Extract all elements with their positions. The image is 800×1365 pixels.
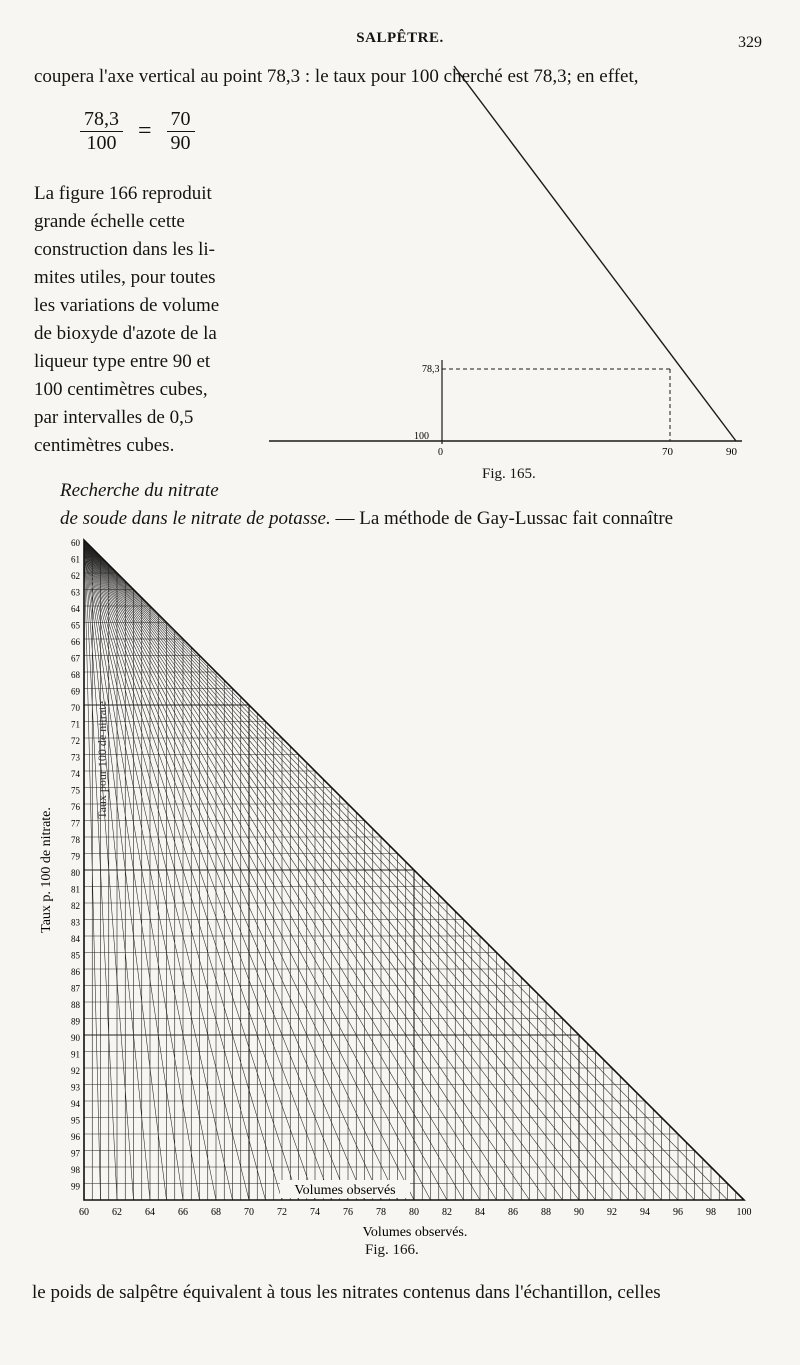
equation [80, 108, 195, 155]
y-tick-label: 88 [71, 1000, 80, 1010]
x-tick-label: 80 [409, 1207, 419, 1218]
paragraph-line: liqueur type entre 90 et [34, 351, 211, 372]
text-line-2-italic: de soude dans le nitrate de potasse. [60, 508, 331, 529]
fig166-caption: Fig. 166. [365, 1242, 419, 1258]
y-tick-labels [71, 538, 81, 1192]
inner-x-label: Volumes observés [294, 1183, 396, 1198]
y-tick-label: 97 [71, 1148, 80, 1159]
y-tick-label: 87 [71, 983, 80, 994]
y-tick-label: 96 [71, 1132, 80, 1142]
y-tick-label: 64 [71, 604, 80, 614]
y-tick-label: 81 [71, 884, 80, 895]
fig165-diagonal-line [454, 66, 736, 441]
fraction-left-numerator: 78,3 [80, 108, 123, 132]
x-tick-label: 88 [541, 1207, 551, 1218]
y-tick-label: 74 [71, 769, 80, 779]
y-tick-label: 62 [71, 571, 80, 581]
y-tick-label: 63 [71, 587, 80, 598]
y-tick-label: 80 [71, 868, 80, 878]
x-tick-labels [79, 1207, 752, 1218]
y-tick-label: 89 [71, 1016, 80, 1027]
y-tick-label: 75 [71, 785, 80, 796]
fig165-label-90: 90 [726, 446, 737, 458]
x-tick-label: 62 [112, 1207, 122, 1218]
x-tick-label: 72 [277, 1207, 287, 1218]
fig165-label-0: 0 [438, 447, 443, 458]
paragraph-line: de bioxyde d'azote de la [34, 323, 217, 344]
x-tick-label: 82 [442, 1207, 452, 1218]
x-tick-label: 64 [145, 1207, 155, 1218]
y-tick-label: 60 [71, 538, 80, 548]
x-tick-label: 70 [244, 1207, 254, 1218]
fraction-right [167, 108, 195, 155]
y-tick-label: 85 [71, 950, 80, 961]
y-tick-label: 92 [71, 1066, 80, 1076]
x-tick-label: 60 [79, 1207, 89, 1218]
page-number: 329 [738, 34, 762, 51]
y-tick-label: 91 [71, 1049, 80, 1060]
y-tick-label: 71 [71, 719, 80, 730]
paragraph-line: 100 centimètres cubes, [34, 379, 208, 400]
x-tick-label: 98 [706, 1207, 716, 1218]
x-tick-label: 74 [310, 1207, 320, 1218]
paragraph-line: construction dans les li- [34, 239, 215, 260]
text-line-1: coupera l'axe vertical au point 78,3 : le taux pour 100 cherché est 78,3; en effet, [34, 66, 639, 87]
y-tick-label: 67 [71, 653, 80, 664]
paragraph-line: par intervalles de 0,5 [34, 407, 194, 428]
section-heading: Recherche du nitrate [60, 480, 219, 501]
y-tick-label: 70 [71, 703, 80, 713]
fig165-label-70: 70 [662, 446, 673, 458]
x-axis-label: Volumes observés. [362, 1225, 468, 1240]
y-tick-label: 94 [71, 1099, 80, 1109]
y-tick-label: 65 [71, 620, 80, 631]
y-tick-label: 95 [71, 1115, 80, 1126]
y-tick-label: 90 [71, 1033, 80, 1043]
x-tick-label: 66 [178, 1207, 188, 1218]
y-tick-label: 78 [71, 835, 80, 845]
fraction-right-denominator: 90 [170, 132, 191, 154]
paragraph-line: les variations de volume [34, 295, 220, 316]
y-tick-label: 66 [71, 637, 80, 647]
x-tick-label: 96 [673, 1207, 683, 1218]
fig165-label-100: 100 [414, 431, 429, 442]
y-tick-label: 93 [71, 1082, 80, 1093]
inner-y-label: Taux pour 100 de nitrate [95, 701, 109, 819]
paragraph-line: centimètres cubes. [34, 435, 175, 456]
x-tick-label: 94 [640, 1207, 650, 1218]
y-tick-label: 83 [71, 917, 80, 928]
side-paragraph [34, 180, 274, 460]
x-tick-label: 100 [736, 1207, 752, 1218]
figure-165 [264, 60, 764, 460]
text-line-2 [60, 508, 673, 530]
y-tick-label: 99 [71, 1181, 80, 1192]
fraction-right-numerator: 70 [167, 108, 195, 132]
y-tick-label: 77 [71, 818, 80, 829]
x-tick-label: 84 [475, 1207, 485, 1218]
y-axis-label: Taux p. 100 de nitrate. [39, 807, 54, 933]
text-line-2-rest: — La méthode de Gay-Lussac fait connaître [330, 508, 674, 529]
y-tick-label: 84 [71, 934, 80, 944]
equals-sign: = [138, 118, 152, 144]
y-tick-label: 79 [71, 851, 80, 862]
x-tick-label: 76 [343, 1207, 353, 1218]
x-tick-label: 90 [574, 1207, 584, 1218]
y-tick-label: 69 [71, 686, 80, 697]
paragraph-line: mites utiles, pour toutes [34, 267, 216, 288]
y-tick-label: 98 [71, 1165, 80, 1175]
fraction-left-denominator: 100 [86, 132, 117, 154]
fig165-label-78-3: 78,3 [422, 364, 440, 375]
paragraph-line: grande échelle cette [34, 211, 185, 232]
y-tick-label: 73 [71, 752, 80, 763]
x-tick-label: 78 [376, 1207, 386, 1218]
running-header: SALPÊTRE. [356, 30, 444, 46]
y-tick-label: 68 [71, 670, 80, 680]
paragraph-line: La figure 166 reproduit [34, 183, 212, 204]
text-line-last: le poids de salpêtre équivalent à tous les nitrates contenus dans l'échantillon, celles [32, 1282, 661, 1303]
y-tick-label: 86 [71, 967, 80, 977]
y-tick-label: 76 [71, 802, 80, 812]
y-tick-label: 72 [71, 736, 80, 746]
y-tick-label: 82 [71, 901, 80, 911]
x-tick-label: 86 [508, 1207, 518, 1218]
fraction-left [80, 108, 123, 155]
x-tick-label: 68 [211, 1207, 221, 1218]
fig165-caption: Fig. 165. [482, 466, 536, 482]
figure-166-nomogram [30, 530, 770, 1240]
y-tick-label: 61 [71, 554, 80, 565]
x-tick-label: 92 [607, 1207, 617, 1218]
